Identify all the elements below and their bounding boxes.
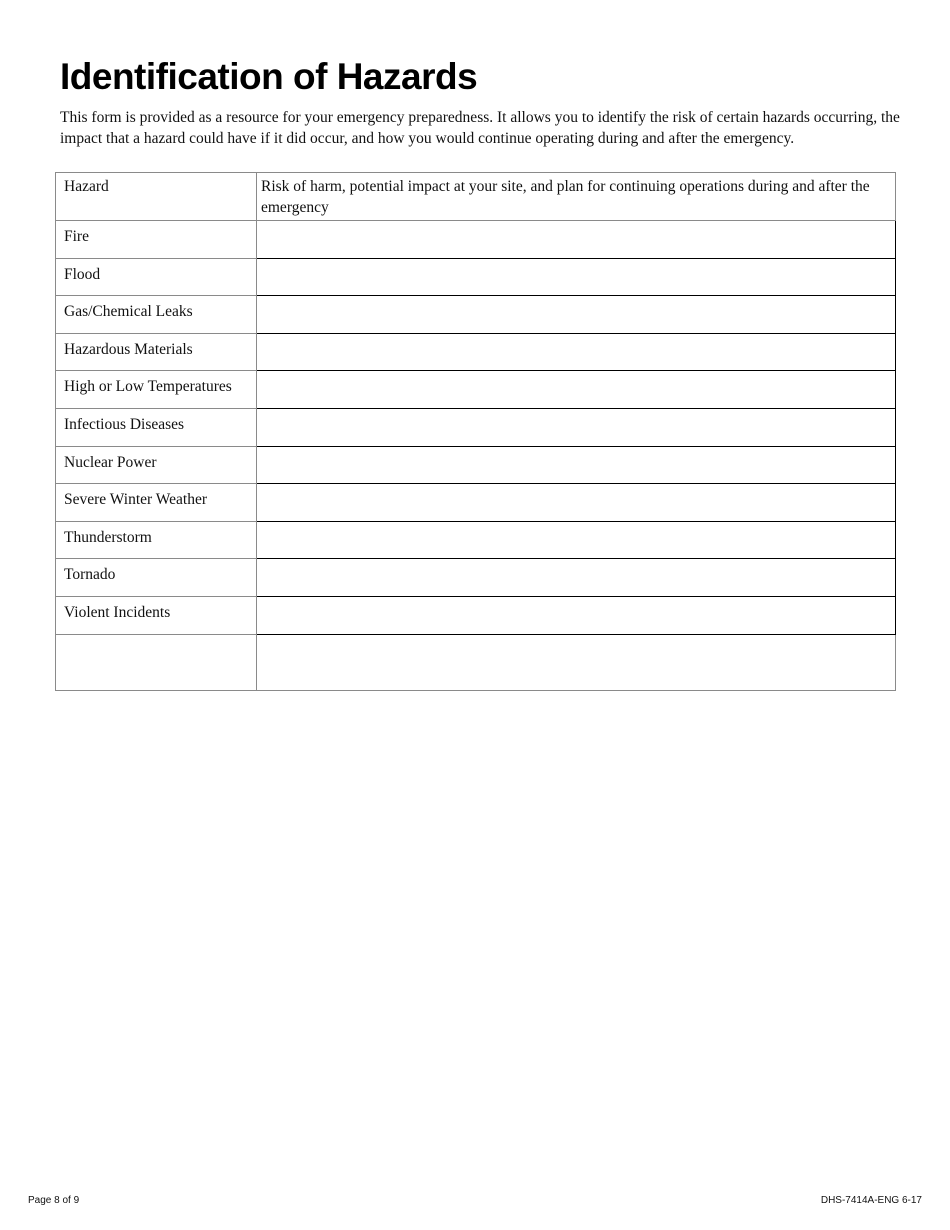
hazard-name: High or Low Temperatures [56,371,257,409]
plan-entry-field[interactable] [257,521,896,559]
hazard-name: Fire [56,221,257,259]
custom-plan-field[interactable] [257,634,896,690]
custom-hazard-field[interactable] [56,634,257,690]
table-row [56,521,896,559]
plan-entry-field[interactable] [257,559,896,597]
table-header-row [56,173,896,221]
hazard-name: Severe Winter Weather [56,484,257,522]
table-row [56,333,896,371]
table-row [56,296,896,334]
hazard-name: Gas/Chemical Leaks [56,296,257,334]
table-row [56,446,896,484]
intro-paragraph: This form is provided as a resource for your emergency preparedness. It allows you to identify the risk of certain hazards occurring, the impact that a hazard could have if it did occur, and how you would continue operating during and after the emergency. [60,109,900,147]
hazard-name: Infectious Diseases [56,408,257,446]
plan-entry-field[interactable] [257,221,896,259]
plan-entry-field[interactable] [257,446,896,484]
table-row [56,221,896,259]
plan-entry-field[interactable] [257,258,896,296]
hazard-name: Tornado [56,559,257,597]
hazard-name: Nuclear Power [56,446,257,484]
hazard-name: Violent Incidents [56,596,257,634]
page-title: Identification of Hazards [60,56,478,97]
table-row [56,596,896,634]
plan-entry-field[interactable] [257,596,896,634]
hazard-name: Thunderstorm [56,521,257,559]
plan-entry-field[interactable] [257,408,896,446]
table-row [56,559,896,597]
table-row [56,484,896,522]
plan-entry-field[interactable] [257,296,896,334]
table-row [56,408,896,446]
plan-entry-field[interactable] [257,333,896,371]
form-id: DHS-7414A-ENG 6-17 [820,1195,922,1206]
plan-entry-field[interactable] [257,371,896,409]
hazard-name: Flood [56,258,257,296]
plan-entry-field[interactable] [257,484,896,522]
hazard-name: Hazardous Materials [56,333,257,371]
hazard-column-header: Hazard [56,173,257,221]
page-number: Page 8 of 9 [28,1195,80,1206]
hazard-table [55,172,896,691]
table-row [56,258,896,296]
plan-column-header: Risk of harm, potential impact at your site, and plan for continuing operations during and after the emergency [257,173,896,221]
blank-table-row [56,634,896,690]
table-row [56,371,896,409]
